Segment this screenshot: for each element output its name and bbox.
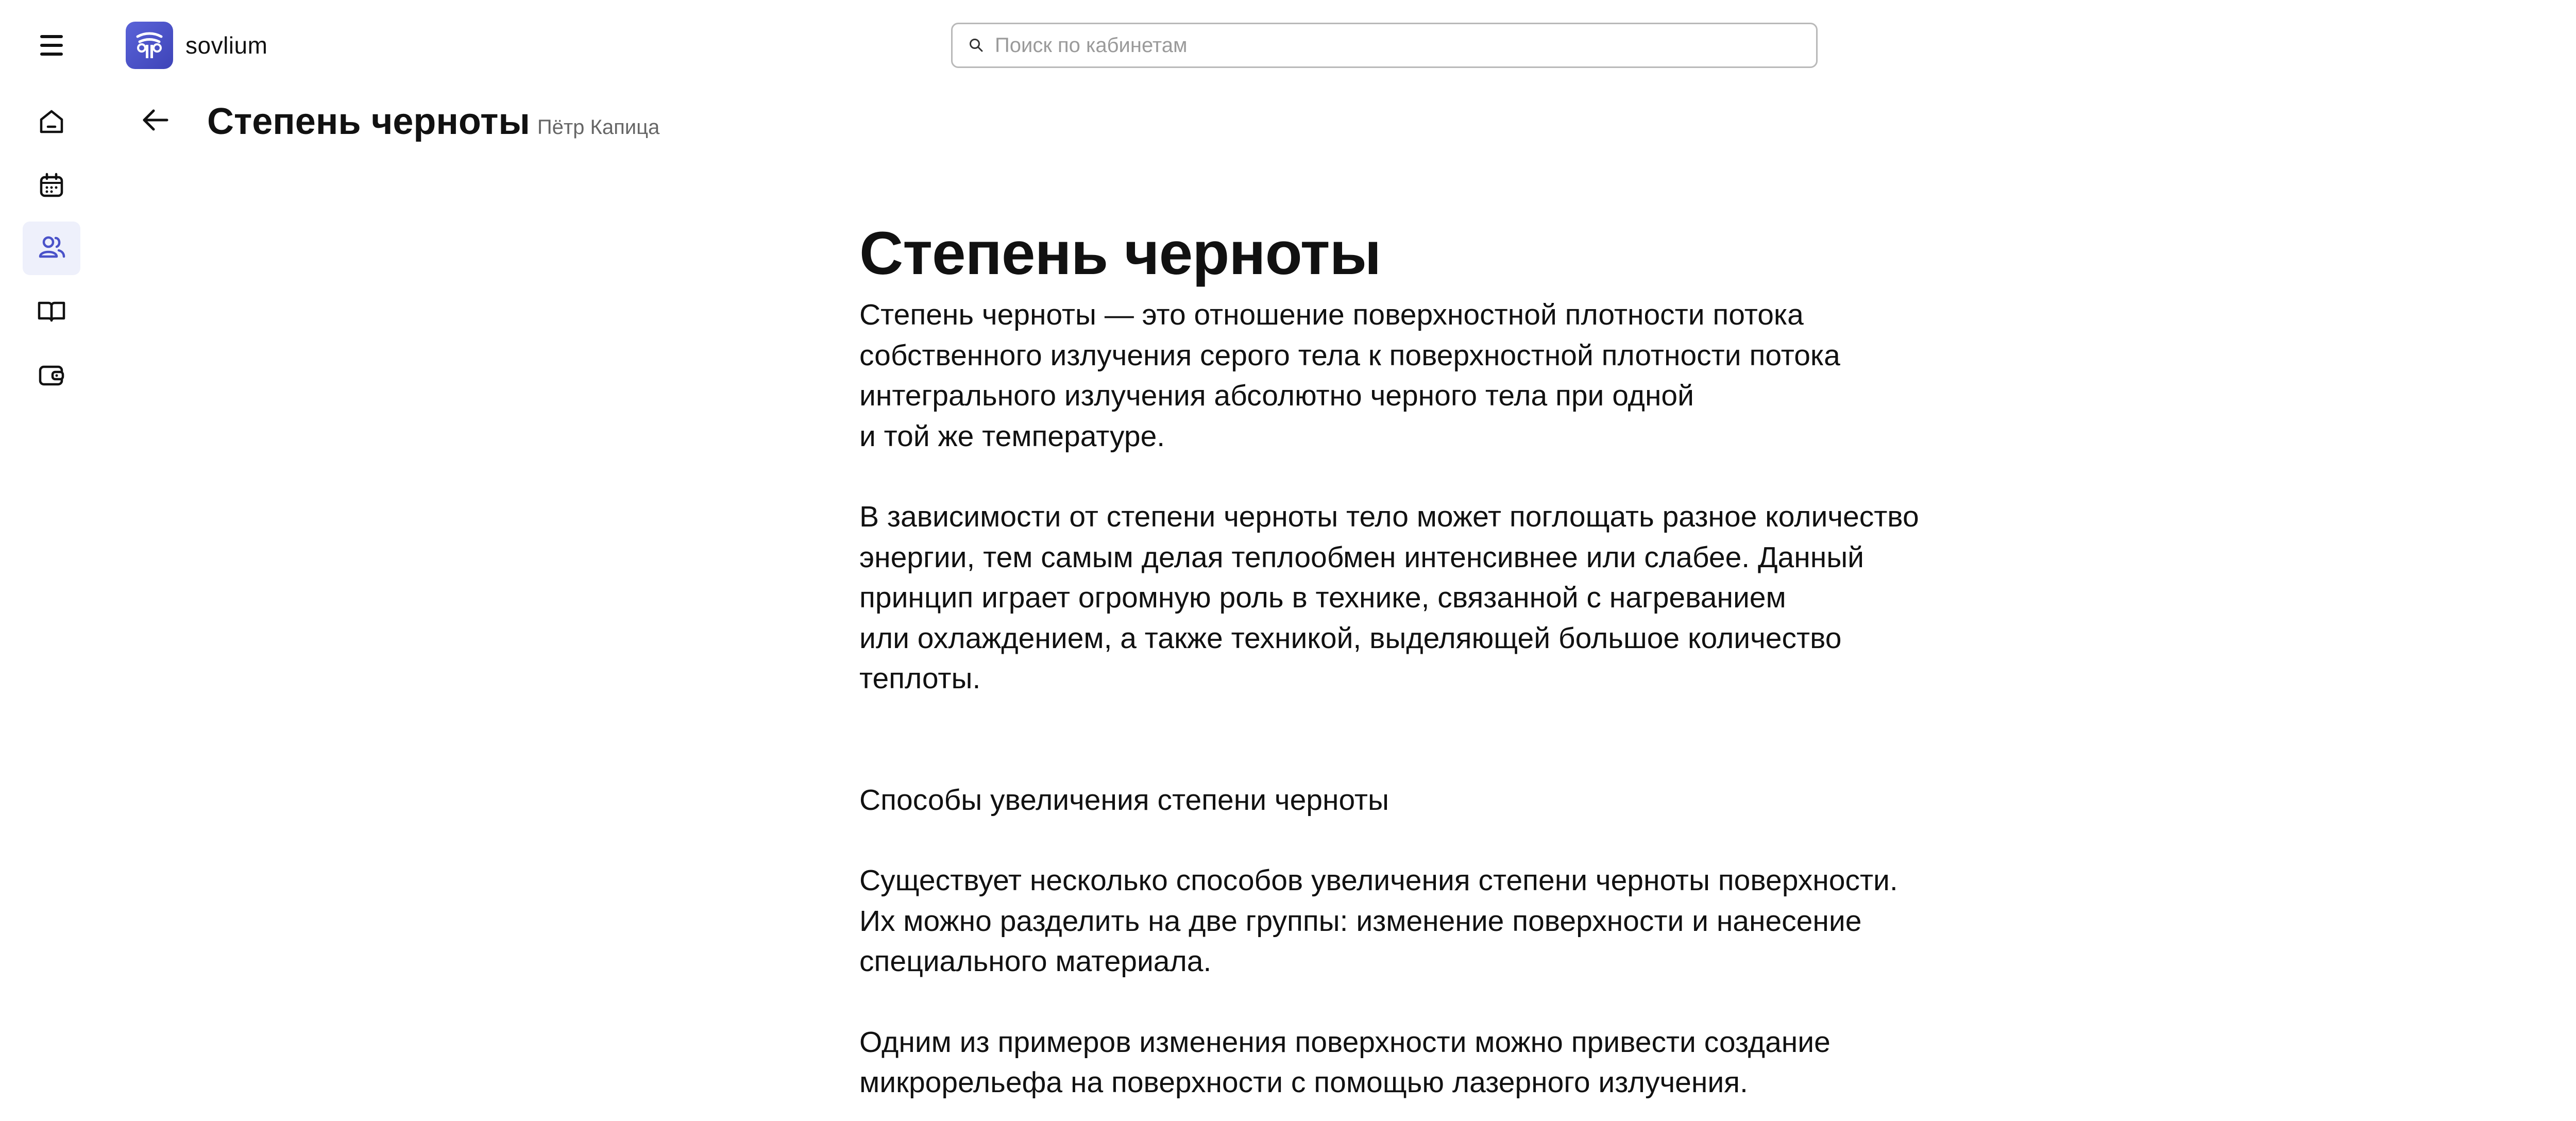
page-title: Степень черноты (207, 101, 530, 142)
text-line: Одним из примеров изменения поверхности можно привести создание (859, 1025, 1831, 1059)
search-input[interactable] (994, 33, 1769, 58)
arrow-left-icon (141, 108, 170, 135)
sovlium-logo-icon (126, 22, 173, 69)
page-author[interactable]: Пётр Капица (537, 116, 660, 139)
text-line: или охлаждением, а также техникой, выделяющей большое количество (859, 621, 1842, 655)
article-subheading: Способы увеличения степени черноты (859, 783, 1389, 817)
article-heading: Степень черноты (859, 219, 1381, 287)
article-paragraph-4 (859, 1022, 2013, 1103)
page-header (207, 96, 659, 147)
text-line: Существует несколько способов увеличения степени черноты поверхности. (859, 864, 1898, 897)
text-line: и той же температуре. (859, 419, 1165, 453)
text-line: В зависимости от степени черноты тело может поглощать разное количество (859, 500, 1919, 533)
users-icon (36, 233, 67, 264)
top-bar (0, 0, 2576, 91)
brand[interactable] (126, 22, 267, 69)
nav-wallet[interactable] (23, 349, 80, 403)
nav-library[interactable] (23, 285, 80, 339)
text-line: теплоты. (859, 662, 981, 695)
nav-users[interactable] (23, 222, 80, 275)
wallet-icon (36, 361, 67, 392)
text-line: специального материала. (859, 945, 1212, 978)
text-line: энергии, тем самым делая теплообмен интенсивнее или слабее. Данный (859, 540, 1865, 574)
text-line: собственного излучения серого тела к поверхностной плотности потока (859, 338, 1840, 372)
app-name: sovlium (185, 32, 268, 59)
text-line: принцип играет огромную роль в технике, связанной с нагреванием (859, 581, 1786, 614)
article-paragraph-1 (859, 295, 2013, 456)
nav-calendar[interactable] (23, 160, 80, 213)
hamburger-menu-icon[interactable] (31, 30, 72, 61)
search-box[interactable] (951, 23, 1818, 68)
book-icon (36, 297, 67, 328)
text-line: Их можно разделить на две группы: изменение поверхности и нанесение (859, 904, 1862, 938)
text-line: Степень черноты — это отношение поверхностной плотности потока (859, 298, 1804, 331)
calendar-icon (37, 171, 66, 202)
article-paragraph-2 (859, 497, 2013, 699)
search-icon (966, 35, 987, 56)
article (859, 212, 2013, 1103)
nav-home[interactable] (23, 96, 80, 149)
home-icon (37, 107, 66, 139)
back-button[interactable] (135, 103, 176, 139)
text-line: микрорельефа на поверхности с помощью лазерного излучения. (859, 1066, 1748, 1099)
text-line: интегрального излучения абсолютно черного тела при одной (859, 379, 1694, 412)
article-paragraph-3 (859, 860, 2013, 982)
